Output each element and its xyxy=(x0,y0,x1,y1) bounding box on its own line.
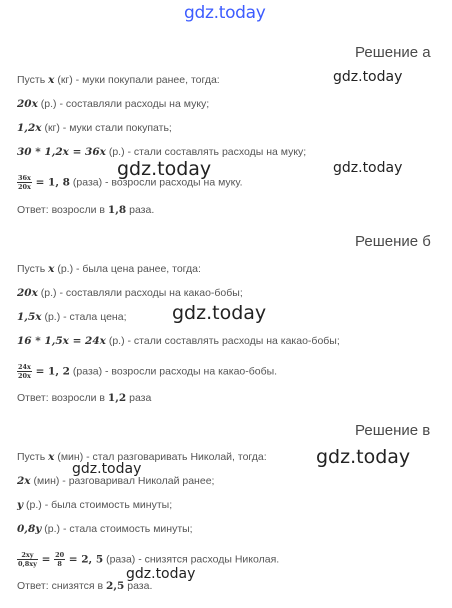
watermark: gdz.today xyxy=(72,461,142,477)
section-b-line-1: Пусть x (р.) - была цена ранее, тогда: xyxy=(17,263,201,275)
section-a-line-3: 1,2x (кг) - муки стали покупать; xyxy=(17,122,172,134)
fraction: $\frac{2xy}{0,8xy}$ xyxy=(18,551,37,568)
section-c-answer: Ответ: снизятся в 2,5 раза. xyxy=(17,580,153,592)
section-c-heading: Решение в xyxy=(355,422,431,439)
watermark: gdz.today xyxy=(117,158,212,180)
section-b-line-3: 1,5x (р.) - стала цена; xyxy=(17,311,127,323)
section-c-line-5: $\frac{2xy}{0,8xy}$ = $\frac{20}{8}$ = 2, 5 (раза) - снизятся расходы Николая. xyxy=(18,551,280,568)
watermark: gdz.today xyxy=(333,69,403,85)
section-c-line-4: 0,8y (р.) - стала стоимость минуты; xyxy=(17,523,193,535)
section-b-line-2: 20x (р.) - составляли расходы на какао-бобы; xyxy=(17,287,243,299)
section-a-line-2: 20x (р.) - составляли расходы на муку; xyxy=(17,98,210,110)
watermark: gdz.today xyxy=(172,302,267,324)
watermark: gdz.today xyxy=(316,446,411,468)
site-logo[interactable]: gdz.today xyxy=(184,3,266,23)
section-a-line-5: $\frac{36x}{20x}$ = 1, 8 (раза) - возросли расходы на муку. xyxy=(18,174,243,191)
fraction: $\frac{20}{8}$ xyxy=(55,551,65,568)
section-a-answer: Ответ: возросли в 1,8 раза. xyxy=(17,204,155,216)
section-b-heading: Решение б xyxy=(355,233,431,250)
section-a-heading: Решение а xyxy=(355,44,431,61)
fraction: $\frac{36x}{20x}$ xyxy=(18,174,31,191)
fraction: $\frac{24x}{20x}$ xyxy=(18,363,31,380)
watermark: gdz.today xyxy=(126,566,196,582)
section-c-line-2: 2x (мин) - разговаривал Николай ранее; xyxy=(17,475,215,487)
section-b-line-4: 16 * 1,5x = 24x (р.) - стали составлять расходы на какао-бобы; xyxy=(17,335,340,347)
section-c-line-3: y (р.) - была стоимость минуты; xyxy=(17,499,173,511)
section-b-answer: Ответ: возросли в 1,2 раза xyxy=(17,392,152,404)
section-b-line-5: $\frac{24x}{20x}$ = 1, 2 (раза) - возросли расходы на какао-бобы. xyxy=(18,363,278,380)
watermark: gdz.today xyxy=(333,160,403,176)
section-c-line-1: Пусть x (мин) - стал разговаривать Николай, тогда: xyxy=(17,451,267,463)
section-a-line-1: Пусть x (кг) - муки покупали ранее, тогда: xyxy=(17,74,220,86)
section-a-line-4: 30 * 1,2x = 36x (р.) - стали составлять расходы на муку; xyxy=(17,146,307,158)
